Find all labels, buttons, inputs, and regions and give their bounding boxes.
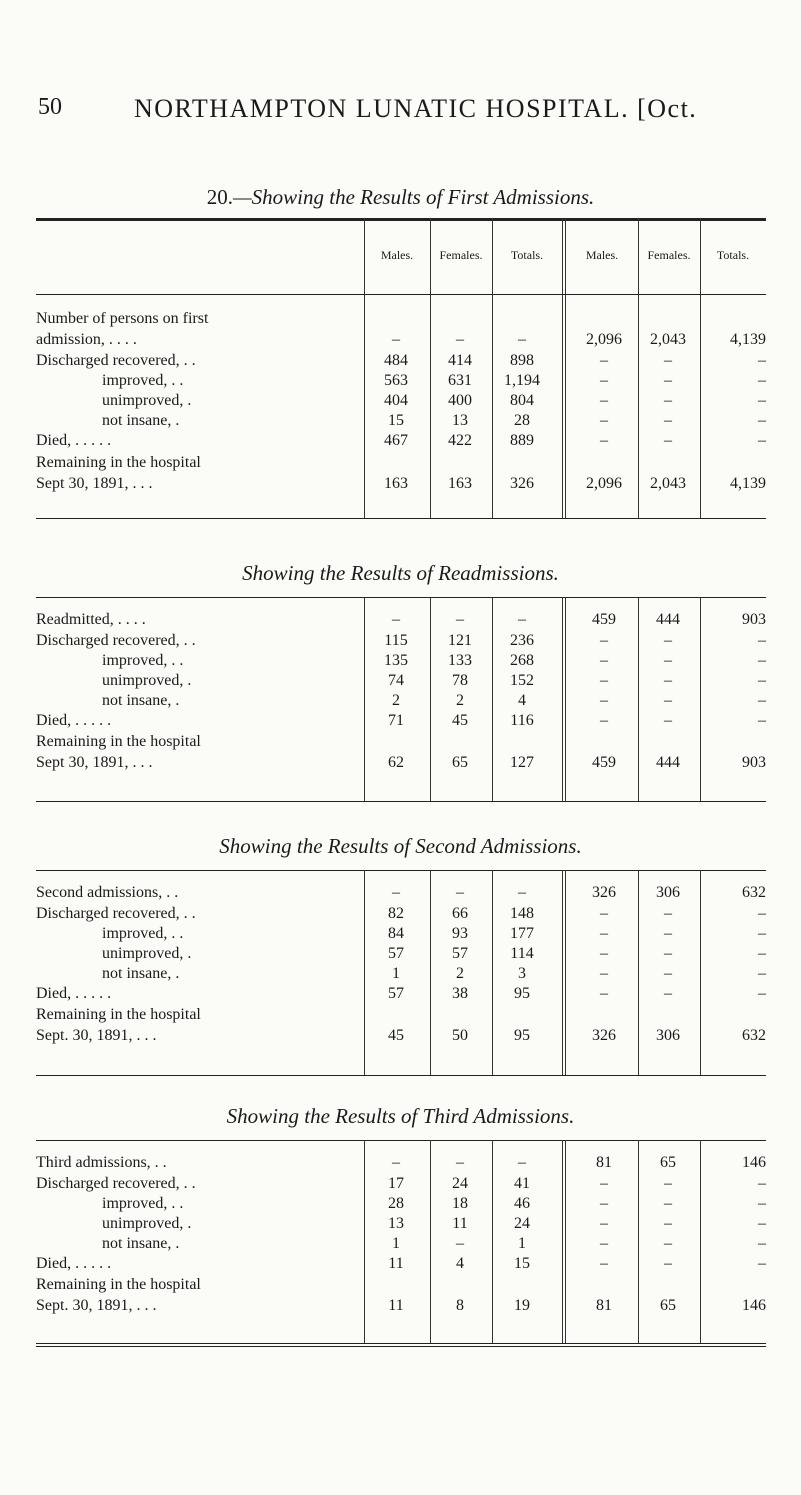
table-cell: – bbox=[758, 1215, 766, 1232]
table-cell: – bbox=[664, 1215, 672, 1232]
table-cell: – bbox=[664, 412, 672, 429]
row-label: Died, . . . . . bbox=[36, 1255, 112, 1272]
table-cell: – bbox=[518, 884, 526, 901]
table-cell: – bbox=[758, 392, 766, 409]
caption-text: Showing the Results of Third Admissions. bbox=[226, 1104, 575, 1128]
table-cell: 177 bbox=[510, 925, 534, 942]
row-label: Discharged recovered, . . bbox=[36, 905, 196, 922]
table-cell: 133 bbox=[448, 652, 472, 669]
table-cell: 2,096 bbox=[586, 331, 622, 348]
table-cell: 45 bbox=[388, 1027, 404, 1044]
table-row bbox=[36, 352, 766, 374]
table-cell: – bbox=[456, 1235, 464, 1252]
row-label: Remaining in the hospital bbox=[36, 733, 201, 750]
table-row bbox=[36, 733, 766, 755]
table-row bbox=[36, 754, 766, 776]
row-label: unimproved, . bbox=[102, 392, 192, 409]
row-label: Died, . . . . . bbox=[36, 432, 112, 449]
table-cell: – bbox=[758, 945, 766, 962]
table-cell: 4 bbox=[456, 1255, 464, 1272]
table-cell: 8 bbox=[456, 1297, 464, 1314]
table-cell: 66 bbox=[452, 905, 468, 922]
table-cell: – bbox=[600, 1195, 608, 1212]
table-number: 20. bbox=[206, 185, 233, 209]
statistics-table bbox=[36, 870, 766, 1075]
table-cell: 38 bbox=[452, 985, 468, 1002]
table-cell: 95 bbox=[514, 985, 530, 1002]
table-cell: – bbox=[758, 1235, 766, 1252]
table-cell: – bbox=[758, 712, 766, 729]
table-row bbox=[36, 392, 766, 414]
table-cell: 41 bbox=[514, 1175, 530, 1192]
top-rule bbox=[36, 597, 766, 598]
table-cell: 15 bbox=[514, 1255, 530, 1272]
table-row bbox=[36, 1255, 766, 1277]
table-cell: – bbox=[664, 905, 672, 922]
table-cell: 148 bbox=[510, 905, 534, 922]
row-label: Sept. 30, 1891, . . . bbox=[36, 1027, 157, 1044]
table-cell: 11 bbox=[452, 1215, 468, 1232]
table-cell: – bbox=[456, 331, 464, 348]
table-cell: 74 bbox=[388, 672, 404, 689]
statistics-table bbox=[36, 597, 766, 801]
table-cell: – bbox=[664, 692, 672, 709]
table-cell: – bbox=[600, 432, 608, 449]
table-row bbox=[36, 1297, 766, 1319]
table-cell: – bbox=[664, 652, 672, 669]
table-row bbox=[36, 1006, 766, 1028]
table-cell: 57 bbox=[452, 945, 468, 962]
table-row bbox=[36, 652, 766, 674]
table-cell: – bbox=[392, 611, 400, 628]
table-cell: 45 bbox=[452, 712, 468, 729]
table-cell: – bbox=[600, 712, 608, 729]
table-cell: – bbox=[758, 432, 766, 449]
table-cell: 93 bbox=[452, 925, 468, 942]
table-cell: – bbox=[664, 1195, 672, 1212]
table-cell: 2 bbox=[456, 692, 464, 709]
table-cell: 326 bbox=[510, 475, 534, 492]
table-cell: 414 bbox=[448, 352, 472, 369]
table-cell: – bbox=[758, 672, 766, 689]
table-cell: – bbox=[600, 392, 608, 409]
table-cell: – bbox=[600, 945, 608, 962]
table-cell: 84 bbox=[388, 925, 404, 942]
table-row bbox=[36, 412, 766, 434]
table-cell: – bbox=[664, 945, 672, 962]
row-label: Second admissions, . . bbox=[36, 884, 179, 901]
table-row bbox=[36, 632, 766, 654]
table-caption bbox=[0, 185, 801, 210]
table-cell: 115 bbox=[384, 632, 408, 649]
row-label: Third admissions, . . bbox=[36, 1154, 167, 1171]
bottom-rule bbox=[36, 801, 766, 802]
table-cell: 114 bbox=[510, 945, 534, 962]
table-row bbox=[36, 1215, 766, 1237]
table-cell: 1 bbox=[518, 1235, 526, 1252]
table-cell: 146 bbox=[742, 1154, 766, 1171]
table-cell: – bbox=[600, 965, 608, 982]
caption-text: Showing the Results of Readmissions. bbox=[242, 561, 559, 585]
row-label: Discharged recovered, . . bbox=[36, 1175, 196, 1192]
table-row bbox=[36, 672, 766, 694]
table-row bbox=[36, 1195, 766, 1217]
table-cell: 121 bbox=[448, 632, 472, 649]
table-cell: 444 bbox=[656, 754, 680, 771]
row-label: Remaining in the hospital bbox=[36, 454, 201, 471]
table-cell: 459 bbox=[592, 754, 616, 771]
table-cell: 71 bbox=[388, 712, 404, 729]
table-cell: – bbox=[758, 985, 766, 1002]
table-cell: 2 bbox=[456, 965, 464, 982]
table-cell: – bbox=[600, 372, 608, 389]
table-cell: – bbox=[758, 412, 766, 429]
table-cell: – bbox=[758, 692, 766, 709]
table-cell: 95 bbox=[514, 1027, 530, 1044]
table-cell: 898 bbox=[510, 352, 534, 369]
table-cell: 78 bbox=[452, 672, 468, 689]
table-cell: – bbox=[518, 331, 526, 348]
row-label: Sept 30, 1891, . . . bbox=[36, 475, 153, 492]
table-cell: 17 bbox=[388, 1175, 404, 1192]
table-cell: – bbox=[758, 925, 766, 942]
table-cell: – bbox=[600, 1235, 608, 1252]
column-header: Totals. bbox=[510, 248, 544, 262]
table-cell: – bbox=[664, 372, 672, 389]
caption-text: Showing the Results of Second Admissions. bbox=[219, 834, 582, 858]
table-cell: – bbox=[758, 905, 766, 922]
table-cell: – bbox=[600, 1215, 608, 1232]
table-row bbox=[36, 692, 766, 714]
table-cell: 116 bbox=[510, 712, 534, 729]
table-cell: – bbox=[758, 652, 766, 669]
column-header: Females. bbox=[439, 248, 483, 262]
table-cell: 326 bbox=[592, 884, 616, 901]
table-cell: – bbox=[758, 632, 766, 649]
table-cell: – bbox=[456, 884, 464, 901]
row-label: Sept. 30, 1891, . . . bbox=[36, 1297, 157, 1314]
table-cell: 2,043 bbox=[650, 331, 686, 348]
table-cell: 127 bbox=[510, 754, 534, 771]
table-cell: – bbox=[600, 1255, 608, 1272]
column-header: Females. bbox=[647, 248, 691, 262]
table-cell: 422 bbox=[448, 432, 472, 449]
bottom-rule bbox=[36, 1346, 766, 1347]
table-cell: 404 bbox=[384, 392, 408, 409]
table-cell: – bbox=[600, 352, 608, 369]
table-cell: – bbox=[664, 985, 672, 1002]
table-cell: 632 bbox=[742, 1027, 766, 1044]
table-caption bbox=[0, 1104, 801, 1129]
table-cell: 28 bbox=[514, 412, 530, 429]
table-cell: – bbox=[518, 1154, 526, 1171]
table-cell: – bbox=[518, 611, 526, 628]
table-cell: – bbox=[664, 1235, 672, 1252]
table-cell: 81 bbox=[596, 1297, 612, 1314]
row-label: improved, . . bbox=[102, 925, 184, 942]
row-label: Died, . . . . . bbox=[36, 985, 112, 1002]
table-row bbox=[36, 331, 766, 353]
table-cell: 82 bbox=[388, 905, 404, 922]
table-cell: 889 bbox=[510, 432, 534, 449]
table-row bbox=[36, 905, 766, 927]
row-label: not insane, . bbox=[102, 965, 180, 982]
row-label: unimproved, . bbox=[102, 1215, 192, 1232]
table-cell: 46 bbox=[514, 1195, 530, 1212]
table-cell: 306 bbox=[656, 884, 680, 901]
table-cell: – bbox=[600, 1175, 608, 1192]
row-label: improved, . . bbox=[102, 652, 184, 669]
table-row bbox=[36, 432, 766, 454]
table-cell: 4,139 bbox=[730, 475, 766, 492]
row-label: Died, . . . . . bbox=[36, 712, 112, 729]
statistics-table bbox=[36, 218, 766, 518]
table-cell: – bbox=[664, 1255, 672, 1272]
table-cell: – bbox=[456, 1154, 464, 1171]
table-row bbox=[36, 1175, 766, 1197]
table-cell: – bbox=[664, 672, 672, 689]
row-label: Remaining in the hospital bbox=[36, 1276, 201, 1293]
row-label: Remaining in the hospital bbox=[36, 1006, 201, 1023]
row-label: Readmitted, . . . . bbox=[36, 611, 146, 628]
statistics-table bbox=[36, 1140, 766, 1343]
table-cell: – bbox=[600, 412, 608, 429]
table-cell: 152 bbox=[510, 672, 534, 689]
table-row bbox=[36, 1027, 766, 1049]
table-row bbox=[36, 884, 766, 906]
table-cell: – bbox=[664, 632, 672, 649]
caption-text: —Showing the Results of First Admissions. bbox=[232, 185, 595, 209]
row-label: Discharged recovered, . . bbox=[36, 632, 196, 649]
table-row bbox=[36, 1235, 766, 1257]
table-cell: 444 bbox=[656, 611, 680, 628]
table-cell: 268 bbox=[510, 652, 534, 669]
row-label: unimproved, . bbox=[102, 945, 192, 962]
table-cell: – bbox=[758, 1175, 766, 1192]
table-cell: 804 bbox=[510, 392, 534, 409]
table-row bbox=[36, 712, 766, 734]
table-cell: 163 bbox=[448, 475, 472, 492]
row-label: Sept 30, 1891, . . . bbox=[36, 754, 153, 771]
bottom-rule bbox=[36, 518, 766, 519]
top-rule bbox=[36, 1140, 766, 1141]
table-row bbox=[36, 310, 766, 332]
row-label: improved, . . bbox=[102, 1195, 184, 1212]
row-label: Discharged recovered, . . bbox=[36, 352, 196, 369]
table-cell: – bbox=[600, 985, 608, 1002]
table-cell: 563 bbox=[384, 372, 408, 389]
table-cell: 1 bbox=[392, 965, 400, 982]
table-row bbox=[36, 454, 766, 476]
table-cell: – bbox=[758, 1255, 766, 1272]
row-label: not insane, . bbox=[102, 692, 180, 709]
table-cell: – bbox=[600, 652, 608, 669]
table-cell: 24 bbox=[452, 1175, 468, 1192]
table-row bbox=[36, 965, 766, 987]
table-cell: 2,043 bbox=[650, 475, 686, 492]
top-rule bbox=[36, 218, 766, 221]
table-cell: 57 bbox=[388, 945, 404, 962]
table-row bbox=[36, 1276, 766, 1298]
column-header: Males. bbox=[585, 248, 619, 262]
page-header bbox=[36, 94, 766, 134]
table-row bbox=[36, 945, 766, 967]
table-cell: – bbox=[456, 611, 464, 628]
table-row bbox=[36, 372, 766, 394]
table-cell: 135 bbox=[384, 652, 408, 669]
table-cell: 306 bbox=[656, 1027, 680, 1044]
table-caption bbox=[0, 561, 801, 586]
table-cell: 326 bbox=[592, 1027, 616, 1044]
table-cell: – bbox=[758, 352, 766, 369]
column-header: Males. bbox=[380, 248, 414, 262]
table-cell: – bbox=[758, 965, 766, 982]
table-cell: 400 bbox=[448, 392, 472, 409]
header-rule bbox=[36, 294, 766, 295]
table-cell: 19 bbox=[514, 1297, 530, 1314]
table-cell: 2,096 bbox=[586, 475, 622, 492]
table-cell: – bbox=[758, 1195, 766, 1212]
table-cell: 15 bbox=[388, 412, 404, 429]
table-cell: 65 bbox=[660, 1154, 676, 1171]
table-cell: – bbox=[664, 352, 672, 369]
table-cell: – bbox=[392, 331, 400, 348]
table-cell: 65 bbox=[660, 1297, 676, 1314]
table-cell: – bbox=[392, 884, 400, 901]
table-cell: – bbox=[664, 392, 672, 409]
row-label: improved, . . bbox=[102, 372, 184, 389]
table-cell: 81 bbox=[596, 1154, 612, 1171]
page-number: 50 bbox=[38, 94, 62, 120]
row-label: Number of persons on first bbox=[36, 310, 209, 327]
table-cell: – bbox=[664, 925, 672, 942]
row-label: not insane, . bbox=[102, 1235, 180, 1252]
running-title: NORTHAMPTON LUNATIC HOSPITAL. [Oct. bbox=[134, 94, 698, 123]
table-cell: 146 bbox=[742, 1297, 766, 1314]
table-cell: 163 bbox=[384, 475, 408, 492]
table-cell: 24 bbox=[514, 1215, 530, 1232]
table-cell: – bbox=[664, 712, 672, 729]
table-cell: – bbox=[600, 632, 608, 649]
table-cell: 632 bbox=[742, 884, 766, 901]
table-row bbox=[36, 475, 766, 497]
table-cell: 18 bbox=[452, 1195, 468, 1212]
table-cell: 467 bbox=[384, 432, 408, 449]
column-header: Totals. bbox=[716, 248, 750, 262]
table-cell: 484 bbox=[384, 352, 408, 369]
table-cell: 459 bbox=[592, 611, 616, 628]
table-cell: – bbox=[664, 965, 672, 982]
table-cell: 1 bbox=[392, 1235, 400, 1252]
table-cell: 631 bbox=[448, 372, 472, 389]
table-cell: 65 bbox=[452, 754, 468, 771]
table-cell: 11 bbox=[388, 1297, 404, 1314]
table-cell: 62 bbox=[388, 754, 404, 771]
table-cell: 28 bbox=[388, 1195, 404, 1212]
table-cell: – bbox=[392, 1154, 400, 1171]
table-cell: 903 bbox=[742, 754, 766, 771]
row-label: not insane, . bbox=[102, 412, 180, 429]
table-cell: – bbox=[664, 1175, 672, 1192]
table-cell: – bbox=[600, 925, 608, 942]
row-label: admission, . . . . bbox=[36, 331, 137, 348]
table-row bbox=[36, 985, 766, 1007]
table-cell: – bbox=[600, 905, 608, 922]
table-cell: 4 bbox=[518, 692, 526, 709]
top-rule bbox=[36, 870, 766, 871]
table-cell: – bbox=[600, 672, 608, 689]
table-cell: 13 bbox=[452, 412, 468, 429]
table-cell: – bbox=[600, 692, 608, 709]
bottom-rule bbox=[36, 1075, 766, 1076]
table-cell: 50 bbox=[452, 1027, 468, 1044]
table-cell: 1,194 bbox=[504, 372, 540, 389]
table-cell: 903 bbox=[742, 611, 766, 628]
bottom-rule bbox=[36, 1343, 766, 1344]
table-cell: 13 bbox=[388, 1215, 404, 1232]
table-cell: 236 bbox=[510, 632, 534, 649]
table-row bbox=[36, 925, 766, 947]
table-cell: – bbox=[758, 372, 766, 389]
table-cell: – bbox=[664, 432, 672, 449]
table-cell: 3 bbox=[518, 965, 526, 982]
row-label: unimproved, . bbox=[102, 672, 192, 689]
table-cell: 57 bbox=[388, 985, 404, 1002]
table-caption bbox=[0, 834, 801, 859]
table-cell: 2 bbox=[392, 692, 400, 709]
table-cell: 11 bbox=[388, 1255, 404, 1272]
table-cell: 4,139 bbox=[730, 331, 766, 348]
table-row bbox=[36, 1154, 766, 1176]
table-row bbox=[36, 611, 766, 633]
